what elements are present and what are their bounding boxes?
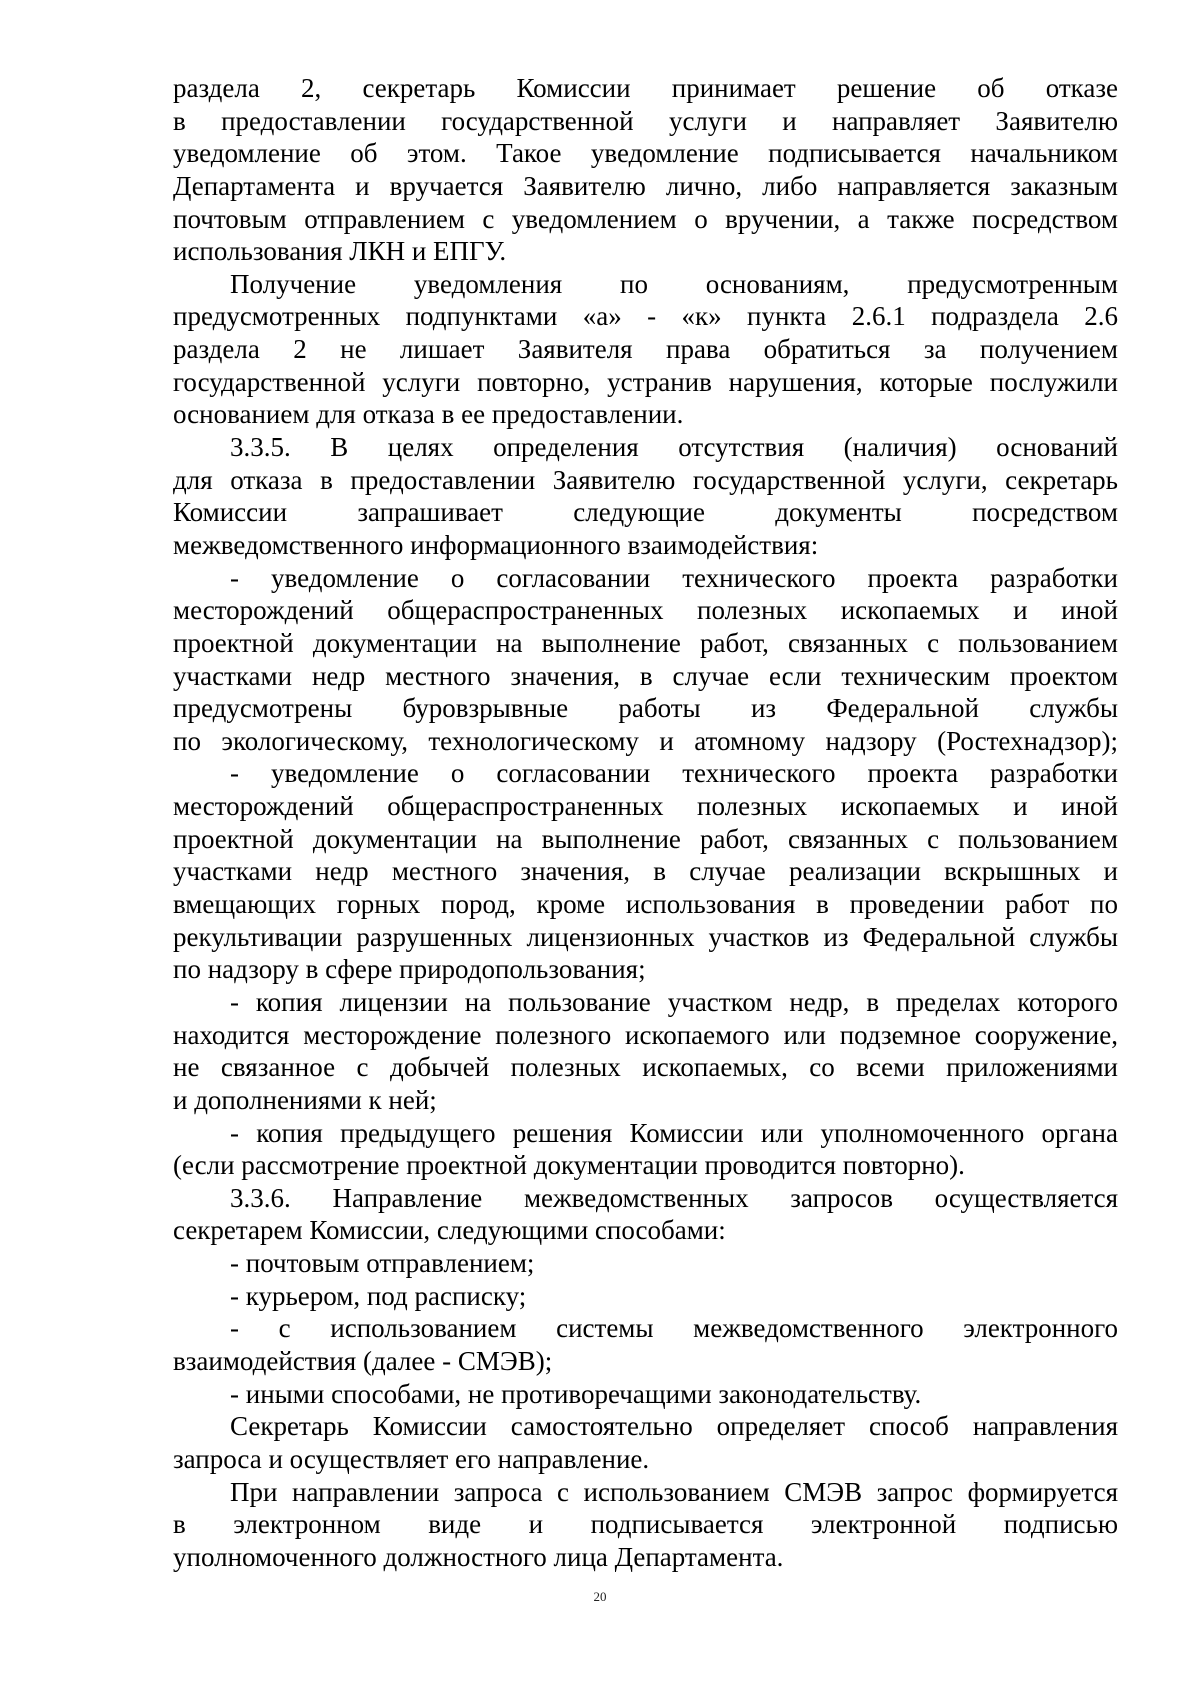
text-line: Комиссии запрашивает следующие документы посредством [173,497,1118,528]
text-line: предусмотрены буровзрывные работы из Федеральной службы [173,693,1118,724]
text-line: вмещающих горных пород, кроме использования в проведении работ по [173,889,1118,920]
text-line: для отказа в предоставлении Заявителю государственной услуги, секретарь [173,464,1118,495]
text-line: раздела 2, секретарь Комиссии принимает решение об отказе [173,73,1118,103]
text-line: - копия предыдущего решения Комиссии или уполномоченного органа [230,1117,1118,1148]
text-line: по экологическому, технологическому и атомному надзору (Ростехнадзор); [173,725,1118,756]
text-line: не связанное с добычей полезных ископаемых, со всеми приложениями [173,1052,1118,1083]
text-line: почтовым отправлением с уведомлением о вручении, а также посредством [173,203,1118,234]
text-line: раздела 2 не лишает Заявителя права обратиться за получением [173,334,1118,365]
text-line: предусмотренных подпунктами «а» - «к» пункта 2.6.1 подраздела 2.6 [173,301,1118,332]
text-line: месторождений общераспространенных полезных ископаемых и иной [173,791,1118,822]
page-number: 20 [593,1589,607,1604]
text-line: участками недр местного значения, в случае если техническим проектом [173,660,1118,691]
text-line: - почтовым отправлением; [230,1248,535,1279]
text-line: секретарем Комиссии, следующими способами: [173,1215,726,1246]
text-line: участками недр местного значения, в случае реализации вскрышных и [173,856,1118,887]
text-line: 3.3.6. Направление межведомственных запросов осуществляется [230,1182,1118,1213]
text-line: и дополнениями к ней; [173,1084,437,1115]
text-line: рекультивации разрушенных лицензионных участков из Федеральной службы [173,921,1118,952]
text-line: - курьером, под расписку; [230,1280,527,1311]
text-line: - уведомление о согласовании технического проекта разработки [230,758,1118,789]
text-line: При направлении запроса с использованием СМЭВ запрос формируется [230,1476,1118,1507]
text-line: по надзору в сфере природопользования; [173,954,646,985]
text-line: запроса и осуществляет его направление. [173,1443,650,1474]
text-line: - иными способами, не противоречащими законодательству. [230,1378,922,1409]
text-line: Получение уведомления по основаниям, предусмотренным [230,268,1118,299]
text-line: месторождений общераспространенных полезных ископаемых и иной [173,595,1118,626]
text-line: государственной услуги повторно, устранив нарушения, которые послужили [173,366,1118,397]
text-line: (если рассмотрение проектной документации проводится повторно). [173,1150,965,1181]
text-line: проектной документации на выполнение работ, связанных с пользованием [173,627,1118,658]
text-line: в электронном виде и подписывается электронной подписью [173,1509,1118,1540]
text-line: основанием для отказа в ее предоставлении. [173,399,684,430]
text-line: 3.3.5. В целях определения отсутствия (наличия) оснований [230,432,1118,463]
text-line: межведомственного информационного взаимодействия: [173,529,819,560]
text-line: Департамента и вручается Заявителю лично, либо направляется заказным [173,170,1118,201]
text-line: уполномоченного должностного лица Департамента. [173,1541,784,1572]
text-line: использования ЛКН и ЕПГУ. [173,236,507,267]
text-line: - уведомление о согласовании технического проекта разработки [230,562,1118,593]
text-line: проектной документации на выполнение работ, связанных с пользованием [173,823,1118,854]
document-body [173,72,1118,1573]
text-line: взаимодействия (далее - СМЭВ); [173,1345,553,1376]
text-line: Секретарь Комиссии самостоятельно определяет способ направления [230,1411,1118,1442]
text-line: уведомление об этом. Такое уведомление подписывается начальником [173,138,1118,169]
text-line: в предоставлении государственной услуги и направляет Заявителю [173,105,1118,136]
text-line: находится месторождение полезного ископаемого или подземное сооружение, [173,1019,1118,1050]
text-line: - копия лицензии на пользование участком недр, в пределах которого [230,986,1118,1017]
text-line: - с использованием системы межведомственного электронного [230,1313,1118,1344]
